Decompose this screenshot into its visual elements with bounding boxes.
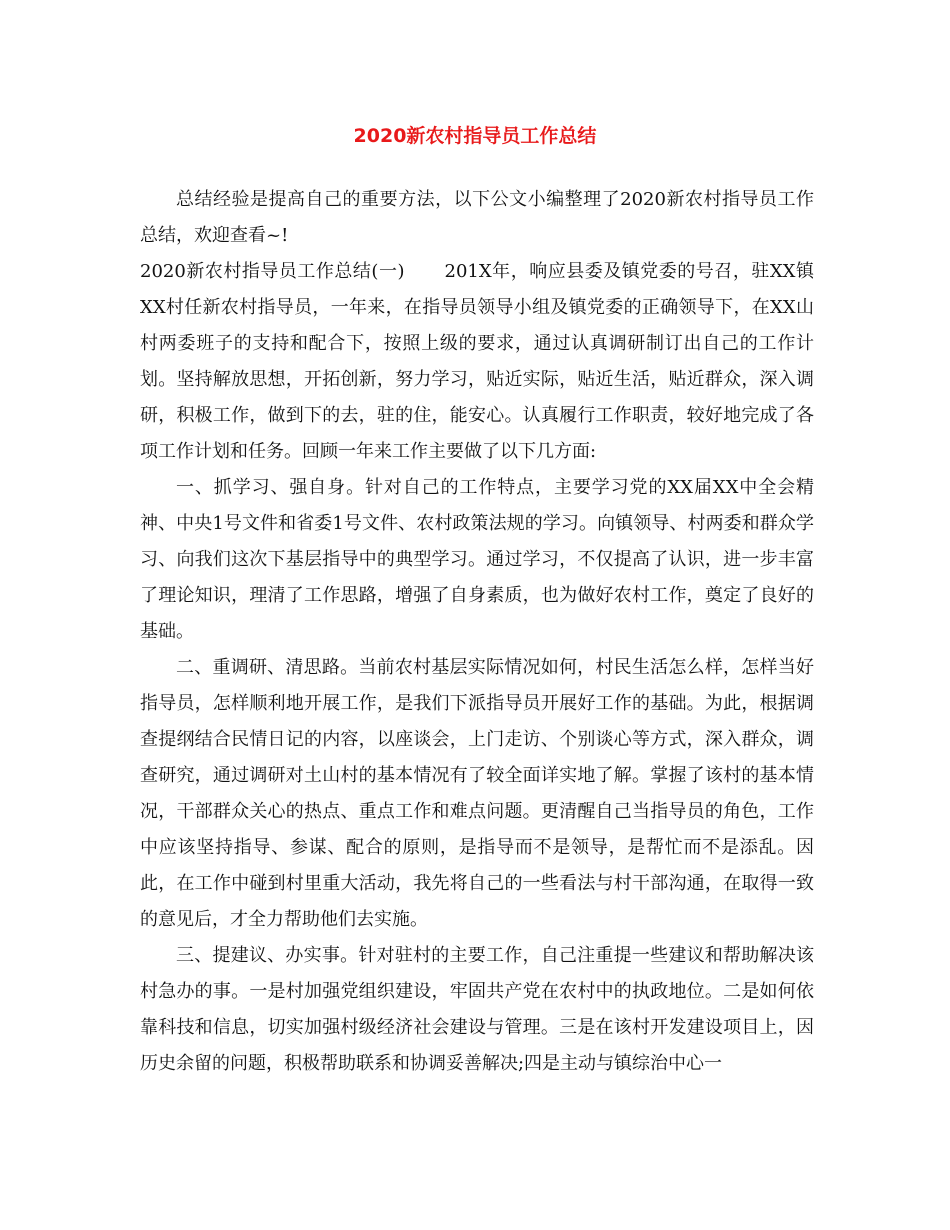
body-paragraph-3: 三、提建议、办实事。针对驻村的主要工作，自己注重提一些建议和帮助解决该村急办的事。一是村加强党组织建设，牢固共产党在农村中的执政地位。二是如何依靠科技和信息，切实加强村级经济社会建设与管理。三是在该村开发建设项目上，因历史余留的问题，积极帮助联系和协调妥善解决;四是主动与镇综治中心一 (140, 945, 814, 1074)
body-paragraph-1: 一、抓学习、强自身。针对自己的工作特点，主要学习党的XX届XX中全会精神、中央1号文件和省委1号文件、农村政策法规的学习。向镇领导、村两委和群众学习、向我们这次下基层指导中的典型学习。通过学习，不仅提高了认识，进一步丰富了理论知识，理清了工作思路，增强了自身素质，也为做好农村工作，奠定了良好的基础。 (140, 477, 814, 642)
section-lead-text: 201X年，响应县委及镇党委的号召，驻XX镇XX村任新农村指导员，一年来，在指导员领导小组及镇党委的正确领导下，在XX山村两委班子的支持和配合下，按照上级的要求，通过认真调研制订出自己的工作计划。坚持解放思想，开拓创新，努力学习，贴近实际，贴近生活，贴近群众，深入调研，积极工作，做到下的去，驻的住，能安心。认真履行工作职责，较好地完成了各项工作计划和任务。回顾一年来工作主要做了以下几方面: (140, 261, 814, 462)
section-heading: 2020新农村指导员工作总结(一) (140, 261, 405, 282)
body-paragraph-2: 二、重调研、清思路。当前农村基层实际情况如何，村民生活怎么样，怎样当好指导员，怎样顺利地开展工作，是我们下派指导员开展好工作的基础。为此，根据调查提纲结合民情日记的内容，以座谈会，上门走访、个别谈心等方式，深入群众，调查研究，通过调研对土山村的基本情况有了较全面详实地了解。掌握了该村的基本情况，干部群众关心的热点、重点工作和难点问题。更清醒自己当指导员的角色，工作中应该坚持指导、参谋、配合的原则，是指导而不是领导，是帮忙而不是添乱。因此，在工作中碰到村里重大活动，我先将自己的一些看法与村干部沟通，在取得一致的意见后，才全力帮助他们去实施。 (140, 657, 814, 930)
intro-paragraph: 总结经验是提高自己的重要方法，以下公文小编整理了2020新农村指导员工作总结，欢迎查看~! (140, 189, 814, 246)
section-paragraph (140, 254, 814, 470)
document-title: 2020新农村指导员工作总结 (353, 125, 597, 147)
document-body (140, 182, 814, 1082)
